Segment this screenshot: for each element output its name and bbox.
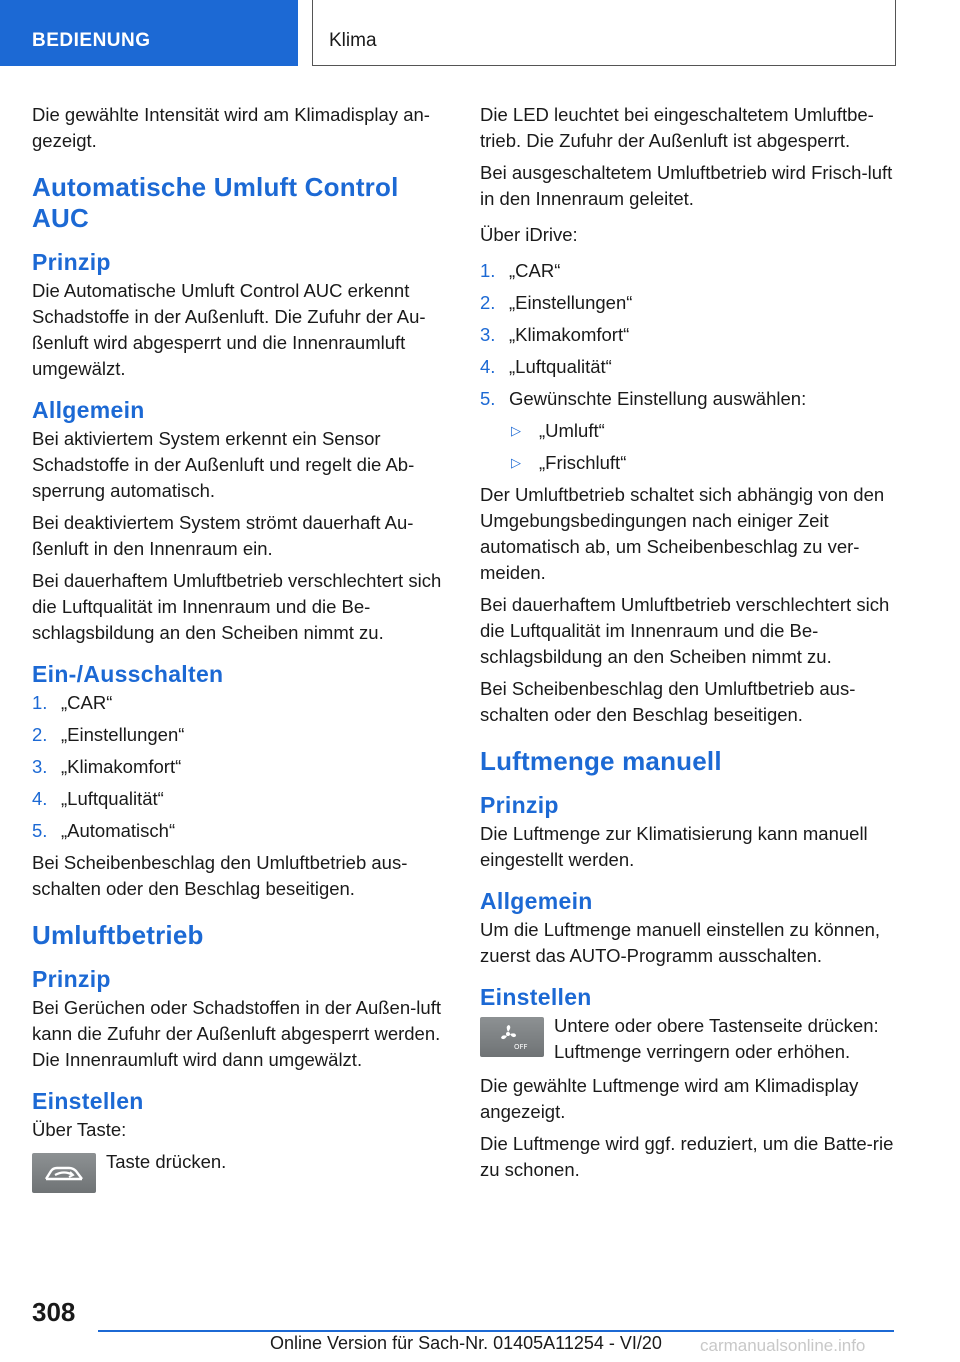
fan-instruction [480,1013,896,1065]
frischluft-paragraph: Bei ausgeschaltetem Umluftbetrieb wird Frisch-luft in den Innenraum geleitet. [480,162,893,209]
auc-steps-list [32,690,448,844]
heading-ein-ausschalten: Ein-/Ausschalten [32,661,224,687]
list-item: 1. „CAR“ [32,692,113,713]
left-column [32,102,448,1201]
triangle-bullet-icon: ▷ [511,455,521,470]
luftqualitaet-paragraph: Bei dauerhaftem Umluftbetrieb verschlechtert sich die Luftqualität im Innenraum und die Be-schlagsbildung an den Scheiben nimmt zu. [480,594,890,667]
fan-off-button-icon [480,1017,544,1057]
page-header [0,0,960,66]
luftmenge-prinzip-text: Die Luftmenge zur Klimatisierung kann manuell eingestellt werden. [480,823,868,870]
heading-auc-prinzip: Prinzip [32,249,111,275]
watermark: carmanualsonline.info [700,1336,866,1355]
list-item: 3. „Klimakomfort“ [480,324,630,345]
heading-umluft-prinzip: Prinzip [32,966,111,992]
auc-allgemein-p3: Bei dauerhaftem Umluftbetrieb verschlechtert sich die Luftqualität im Innenraum und die Be-schlagsbildung an den Scheiben nimmt zu. [32,570,442,643]
page-number: 308 [32,1297,76,1327]
idrive-steps-list [480,258,896,412]
auc-prinzip-text: Die Automatische Umluft Control AUC erkennt Schadstoffe in der Außenluft. Die Zufuhr der Au-ßenluft wird abgesperrt und die Innenraumluft umgewälzt. [32,280,426,379]
idrive-sub-list [509,418,896,476]
recirculation-button-icon [32,1153,96,1193]
list-item: 5. „Automatisch“ [32,820,176,841]
list-item: ▷ „Frischluft“ [509,450,896,476]
recirculation-instruction [32,1149,448,1193]
umluft-prinzip-text: Bei Gerüchen oder Schadstoffen in der Außen-luft kann die Zufuhr der Außenluft abgesperrt werden. Die Innenraumluft wird dann umgewälzt. [32,997,441,1070]
list-item: 4. „Luftqualität“ [480,356,612,377]
heading-luftmenge-einstellen: Einstellen [480,984,592,1010]
intro-paragraph: Die gewählte Intensität wird am Klimadisplay an-gezeigt. [32,104,430,151]
ueber-taste-label: Über Taste: [32,1119,127,1140]
taste-druecken-text: Taste drücken. [106,1151,227,1172]
heading-auc: Automatische Umluft Control AUC [32,172,399,233]
list-item: ▷ „Umluft“ [509,418,896,444]
luftmenge-batterie-paragraph: Die Luftmenge wird ggf. reduziert, um die Batte-rie zu schonen. [480,1133,894,1180]
list-item: 2. „Einstellungen“ [32,724,185,745]
triangle-bullet-icon: ▷ [511,423,521,438]
heading-luftmenge-prinzip: Prinzip [480,792,559,818]
heading-auc-allgemein: Allgemein [32,397,145,423]
chapter-title: Klima [312,0,896,66]
fan-instruction-text: Untere oder obere Tastenseite drücken: Luftmenge verringern oder erhöhen. [554,1015,879,1062]
footer-online-version: Online Version für Sach-Nr. 01405A11254 - VI/20 [270,1333,662,1353]
auc-after-steps: Bei Scheibenbeschlag den Umluftbetrieb aus-schalten oder den Beschlag beseitigen. [32,852,408,899]
heading-luftmenge-manuell: Luftmenge manuell [480,746,722,776]
heading-umluft-einstellen: Einstellen [32,1088,144,1114]
right-column [480,102,896,1189]
svg-text:OFF: OFF [514,1043,528,1051]
list-item: 2. „Einstellungen“ [480,292,633,313]
footer-divider [98,1330,894,1332]
list-item: 1. „CAR“ [480,260,561,281]
list-item: 3. „Klimakomfort“ [32,756,182,777]
heading-umluftbetrieb: Umluftbetrieb [32,920,204,950]
auto-off-paragraph: Der Umluftbetrieb schaltet sich abhängig von den Umgebungsbedingungen nach einiger Zeit automatisch ab, um Scheibenbeschlag zu ver-meiden. [480,484,885,583]
beschlag-paragraph: Bei Scheibenbeschlag den Umluftbetrieb aus-schalten oder den Beschlag beseitigen. [480,678,856,725]
auc-allgemein-p2: Bei deaktiviertem System strömt dauerhaft Au-ßenluft in den Innenraum ein. [32,512,414,559]
auc-allgemein-p1: Bei aktiviertem System erkennt ein Sensor Schadstoffe in der Außenluft und regelt die Ab-sperrung automatisch. [32,428,415,501]
luftmenge-allgemein-text: Um die Luftmenge manuell einstellen zu können, zuerst das AUTO-Programm ausschalten. [480,919,881,966]
section-tab: BEDIENUNG [0,0,298,66]
heading-luftmenge-allgemein: Allgemein [480,888,593,914]
ueber-idrive-label: Über iDrive: [480,224,578,245]
led-paragraph: Die LED leuchtet bei eingeschaltetem Umluftbe-trieb. Die Zufuhr der Außenluft ist abgesperrt. [480,104,874,151]
luftmenge-display-paragraph: Die gewählte Luftmenge wird am Klimadisplay angezeigt. [480,1075,859,1122]
list-item: 4. „Luftqualität“ [32,788,164,809]
list-item: 5. Gewünschte Einstellung auswählen: [480,388,807,409]
